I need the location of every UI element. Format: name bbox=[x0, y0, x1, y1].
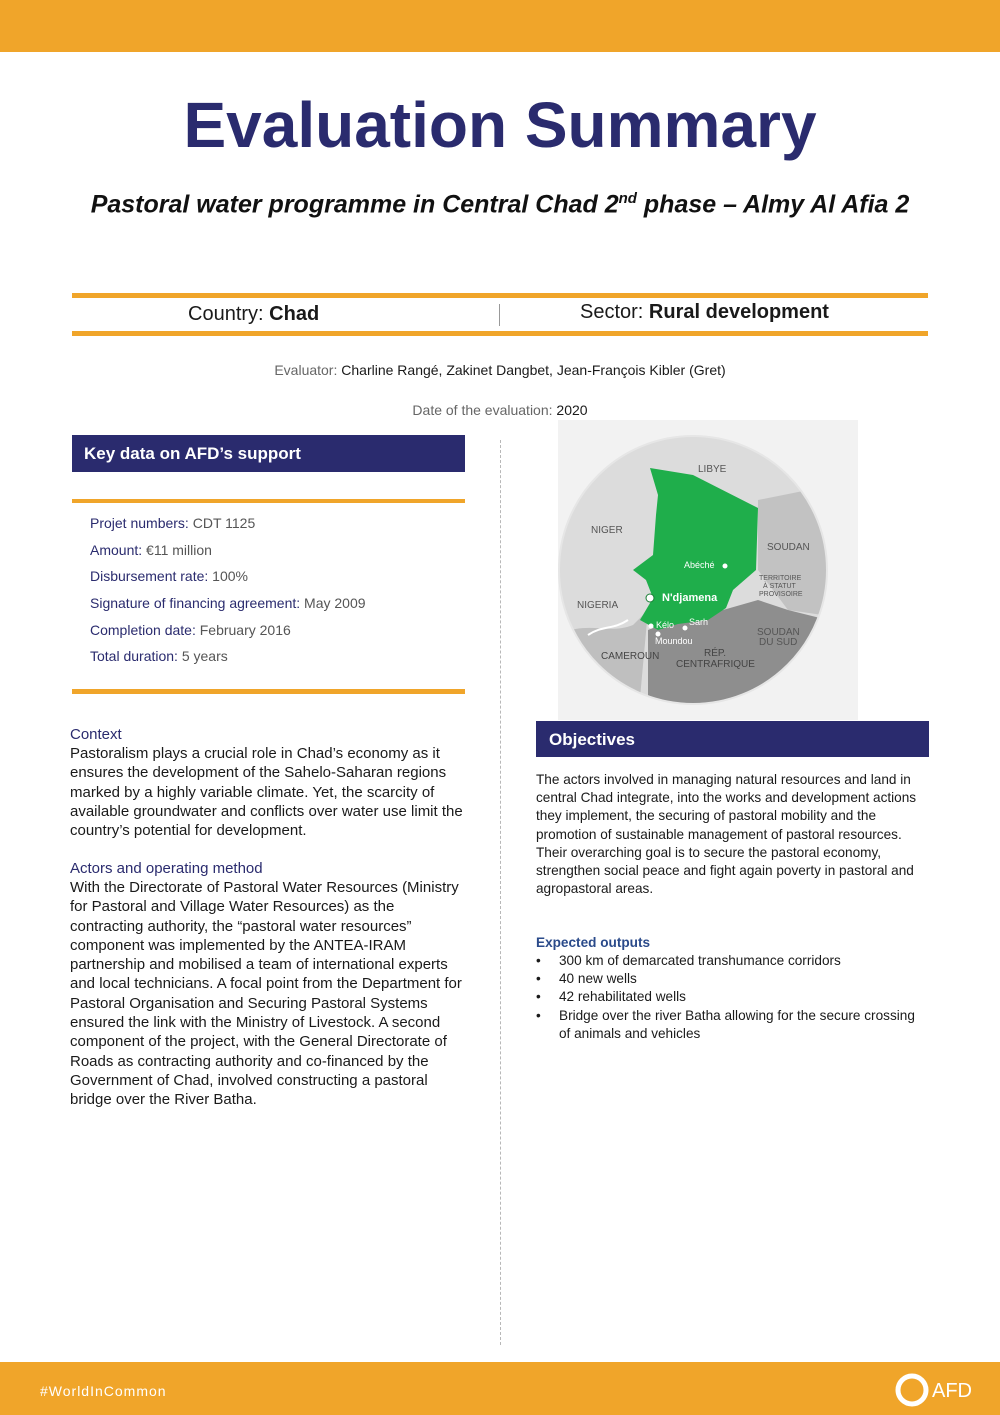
page-subtitle: Pastoral water programme in Central Chad 2nd phase – Almy Al Afia 2 bbox=[90, 190, 910, 219]
map-label-territoire: PROVISOIRE bbox=[759, 591, 803, 598]
map-label-territoire: À STATUT bbox=[763, 583, 796, 590]
city-marker-ndjamena bbox=[646, 594, 654, 602]
map-label-cameroun: CAMEROUN bbox=[601, 651, 660, 662]
map-label-ndjamena: N'djamena bbox=[662, 592, 718, 604]
city-marker-sarh bbox=[683, 626, 688, 631]
key-data-top-rule bbox=[72, 499, 465, 503]
chad-map bbox=[558, 420, 858, 720]
objectives-header: Objectives bbox=[536, 721, 929, 757]
top-banner bbox=[0, 0, 1000, 52]
map-label-abeche: Abéché bbox=[684, 560, 715, 570]
list-item: • 42 rehabilitated wells bbox=[536, 988, 928, 1006]
list-item: • Bridge over the river Batha allowing for the secure crossing of animals and vehicles bbox=[536, 1007, 928, 1043]
evaluator-line: Evaluator: Charline Rangé, Zakinet Dangbet, Jean-François Kibler (Gret) bbox=[274, 362, 726, 378]
context-text: Pastoralism plays a crucial role in Chad’s economy as it ensures the development of the Sahelo-Saharan regions marked by a highly variable climate. Yet, the scarcity of available groundwater and conflicts over water use limit the country’s potential for development. bbox=[70, 745, 463, 840]
sector-field: Sector: Rural development bbox=[580, 301, 829, 323]
country-field: Country: Chad bbox=[188, 303, 320, 325]
meta-bottom-rule bbox=[72, 331, 928, 336]
expected-outputs-list bbox=[536, 952, 928, 1043]
map-label-rca: CENTRAFRIQUE bbox=[676, 659, 755, 670]
key-data-bottom-rule bbox=[72, 689, 465, 694]
map-label-rca: RÉP. bbox=[704, 648, 727, 659]
map-label-niger: NIGER bbox=[591, 525, 623, 536]
key-data-list bbox=[90, 515, 460, 675]
expected-outputs-heading: Expected outputs bbox=[536, 935, 651, 950]
page-title: Evaluation Summary bbox=[183, 89, 817, 161]
afd-logo-icon bbox=[892, 1372, 988, 1408]
column-divider bbox=[500, 440, 501, 1345]
map-label-soudan: SOUDAN bbox=[767, 542, 810, 553]
context-heading: Context bbox=[70, 726, 122, 743]
hashtag-text: #WorldInCommon bbox=[40, 1383, 167, 1399]
actors-text: With the Directorate of Pastoral Water Resources (Ministry for Pastoral and Village Water Resources) as the contracting authority, the “pastoral water resources” component was implemented by the ANTEA-IRAM partnership and mobilised a team of international experts and local technicians. A focal point from the Department for Pastoral Organisation and Securing Pastoral Systems ensured the link with the Ministry of Livestock. A second component of the project, with the General Directorate of Roads as contracting authority and co-financed by the Government of Chad, involved constructing a pastoral bridge over the River Batha. bbox=[70, 879, 462, 1109]
evaluation-date-line: Date of the evaluation: 2020 bbox=[412, 402, 588, 418]
map-label-moundou: Moundou bbox=[655, 636, 693, 646]
key-data-row: Signature of financing agreement: May 2009 bbox=[90, 595, 366, 612]
map-label-territoire: TERRITOIRE bbox=[759, 575, 802, 582]
key-data-row: Completion date: February 2016 bbox=[90, 621, 291, 638]
key-data-row: Disbursement rate: 100% bbox=[90, 568, 248, 585]
city-marker-abeche bbox=[723, 564, 728, 569]
map-label-soudan-sud: DU SUD bbox=[759, 637, 798, 648]
key-data-row: Total duration: 5 years bbox=[90, 648, 228, 665]
key-data-header: Key data on AFD’s support bbox=[72, 435, 465, 472]
meta-top-rule bbox=[72, 293, 928, 298]
map-label-nigeria: NIGERIA bbox=[577, 600, 619, 611]
meta-divider bbox=[499, 304, 500, 326]
key-data-row: Projet numbers: CDT 1125 bbox=[90, 515, 256, 531]
list-item: • 40 new wells bbox=[536, 970, 928, 988]
map-label-soudan-sud: SOUDAN bbox=[757, 627, 800, 638]
actors-heading: Actors and operating method bbox=[70, 860, 263, 877]
list-item: • 300 km of demarcated transhumance corridors bbox=[536, 952, 928, 970]
key-data-row: Amount: €11 million bbox=[90, 541, 212, 558]
city-marker-kelo bbox=[649, 624, 654, 629]
objectives-text: The actors involved in managing natural resources and land in central Chad integrate, into the works and development actions they implement, the securing of pastoral mobility and the promotion of sustainable management of pastoral resources. Their overarching goal is to secure the pastoral economy, strengthen social peace and fight again poverty in pastoral and agropastoral areas. bbox=[536, 772, 917, 897]
afd-logo-text: AFD bbox=[932, 1380, 972, 1402]
map-label-kelo: Kélo bbox=[656, 620, 675, 630]
map-label-sarh: Sarh bbox=[689, 617, 709, 627]
map-label-libye: LIBYE bbox=[698, 464, 727, 475]
